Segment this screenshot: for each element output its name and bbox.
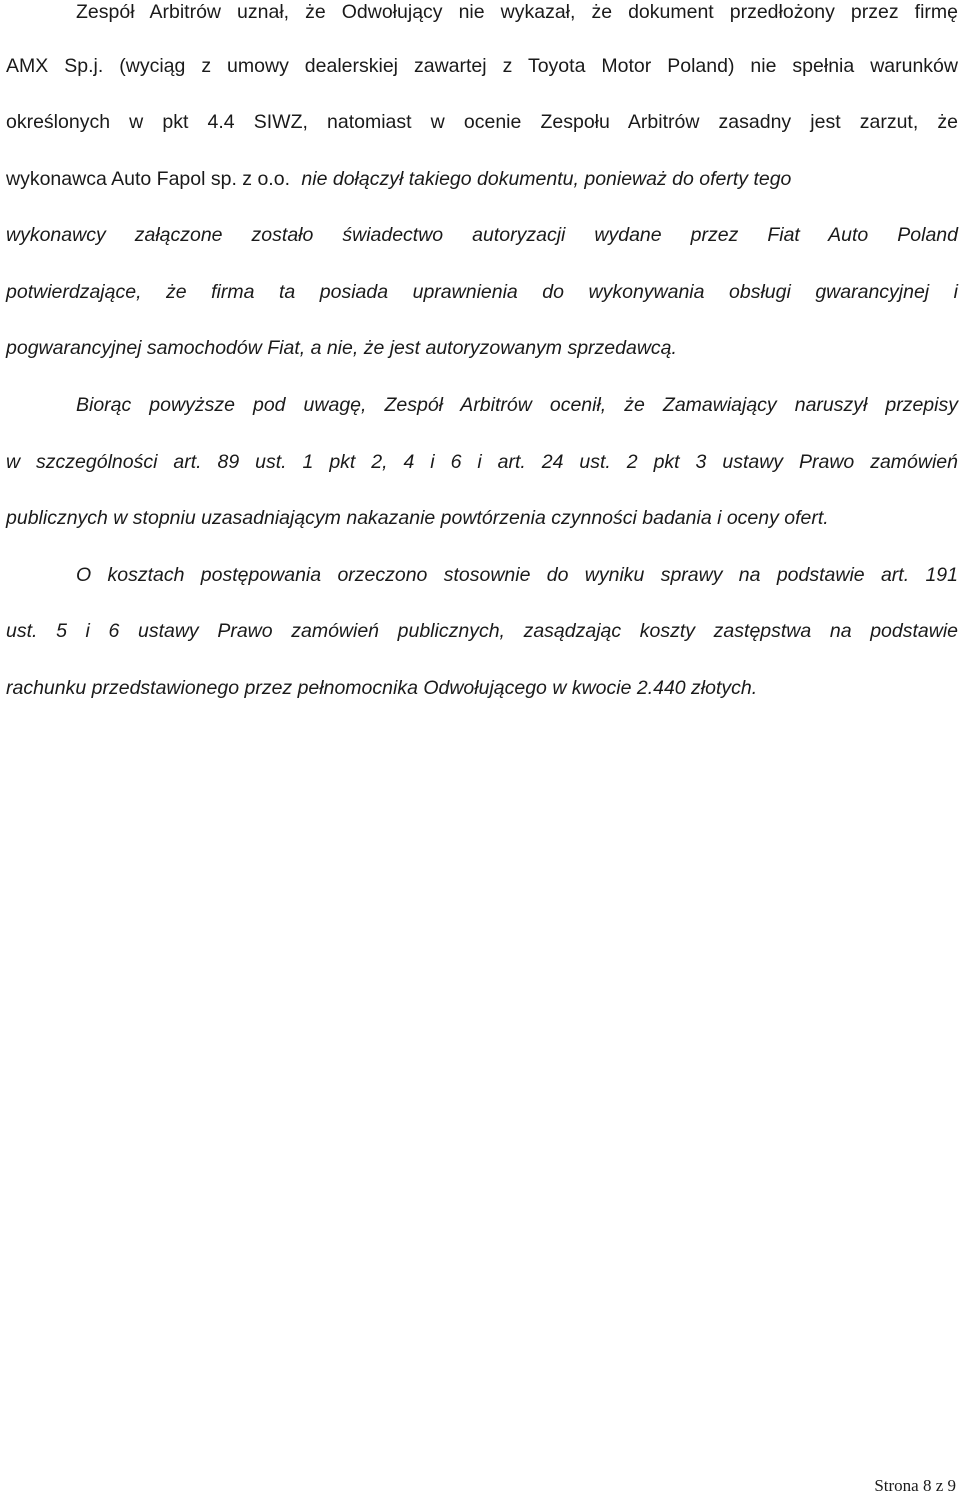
paragraph-2-line-1: Biorąc powyższe pod uwagę, Zespół Arbitrów ocenił, że Zamawiający naruszył przepisy xyxy=(76,394,958,416)
paragraph-3-line-2: ust. 5 i 6 ustawy Prawo zamówień publicznych, zasądzając koszty zastępstwa na podstawie xyxy=(6,620,958,642)
paragraph-1-line-3: określonych w pkt 4.4 SIWZ, natomiast w ocenie Zespołu Arbitrów zasadny jest zarzut, że xyxy=(6,111,958,133)
paragraph-1-line-7: pogwarancyjnej samochodów Fiat, a nie, że jest autoryzowanym sprzedawcą. xyxy=(6,337,677,359)
paragraph-1-line-6: potwierdzające, że firma ta posiada uprawnienia do wykonywania obsługi gwarancyjnej i xyxy=(6,281,958,303)
paragraph-1-line-1: Zespół Arbitrów uznał, że Odwołujący nie wykazał, że dokument przedłożony przez firmę xyxy=(76,1,958,23)
page-number-footer: Strona 8 z 9 xyxy=(874,1476,956,1495)
paragraph-1-line-2: AMX Sp.j. (wyciąg z umowy dealerskiej zawartej z Toyota Motor Poland) nie spełnia warunków xyxy=(6,55,958,77)
paragraph-1-line-4-part-a: wykonawca Auto Fapol sp. z o.o. xyxy=(6,168,290,190)
paragraph-3-line-1: O kosztach postępowania orzeczono stosownie do wyniku sprawy na podstawie art. 191 xyxy=(76,564,958,586)
paragraph-2-line-3: publicznych w stopniu uzasadniającym nakazanie powtórzenia czynności badania i oceny ofert. xyxy=(6,507,829,529)
paragraph-3-line-3: rachunku przedstawionego przez pełnomocnika Odwołującego w kwocie 2.440 złotych. xyxy=(6,677,758,699)
paragraph-1-line-5: wykonawcy załączone zostało świadectwo autoryzacji wydane przez Fiat Auto Poland xyxy=(6,224,958,246)
paragraph-1-line-4 xyxy=(6,159,958,199)
paragraph-2-line-2: w szczególności art. 89 ust. 1 pkt 2, 4 i 6 i art. 24 ust. 2 pkt 3 ustawy Prawo zamówień xyxy=(6,451,958,473)
paragraph-1-line-4-part-b: nie dołączył takiego dokumentu, ponieważ do oferty tego xyxy=(301,168,792,190)
